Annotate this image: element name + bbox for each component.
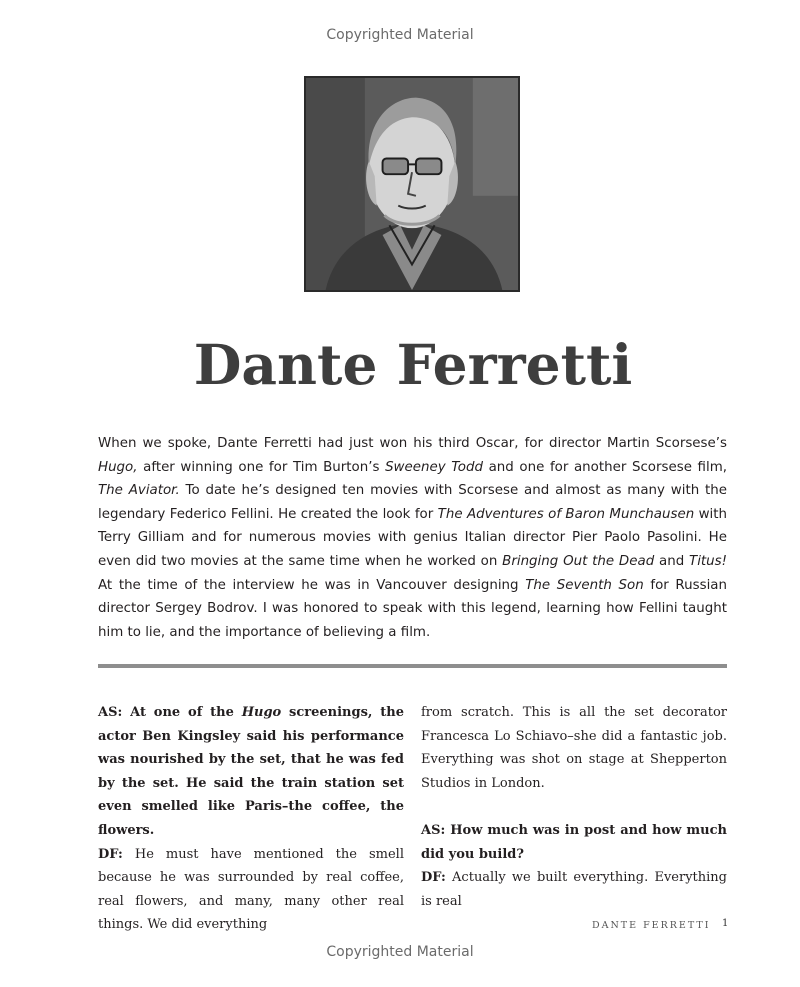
film-title: The Seventh Son — [525, 577, 644, 593]
copyright-watermark-top: Copyrighted Material — [326, 27, 474, 43]
interview-answer — [98, 843, 404, 937]
intro-text: and — [654, 553, 690, 569]
film-title: Titus! — [689, 553, 727, 569]
film-title: Hugo — [241, 705, 282, 720]
intro-text: for Russian director Sergey Bodrov. I was honored to speak with this legend, learning how Fellini taught him to lie, and the importance of believing a film. — [98, 577, 727, 640]
intro-text: after winning one for Tim Burton’s — [137, 459, 386, 475]
film-title: Sweeney Todd — [385, 459, 483, 475]
interview-answer — [421, 866, 727, 913]
answer-text: He must have mentioned the smell because he was surrounded by real coffee, real flowers, and many, many other real things. We did everything — [98, 846, 404, 933]
intro-text: and one for another Scorsese film, — [482, 459, 728, 475]
intro-paragraph — [98, 432, 727, 644]
speaker-label: DF: — [98, 846, 123, 862]
portrait-illustration — [304, 76, 520, 292]
film-title: Bringing Out the Dead — [502, 553, 655, 569]
intro-text: When we spoke, Dante Ferretti had just won his third Oscar, for director Martin Scorsese’s — [98, 436, 727, 451]
section-divider — [98, 664, 727, 668]
interview-question: AS: How much was in post and how much did you build? — [421, 822, 727, 862]
interview-question — [98, 701, 404, 843]
interview-column-right — [421, 701, 727, 913]
portrait-graphic — [306, 78, 518, 290]
interview-column-left — [98, 701, 404, 937]
film-title: The Aviator. — [98, 483, 180, 499]
running-head: DANTE FERRETTI — [592, 920, 711, 931]
interview-answer-continued: from scratch. This is all the set decorator Francesca Lo Schiavo–she did a fantastic job. Everything was shot on stage at Shepperton Studios in London. — [421, 705, 727, 791]
question-text: screenings, the actor Ben Kingsley said his performance was nourished by the set, that he was fed by the set. He said the train station set even smelled like Paris–the coffee, the flowers. — [98, 705, 405, 838]
intro-text: To date he’s designed ten movies with Scorsese and almost as many with the legendary Federico Fellini. He created the look for — [98, 483, 727, 522]
page-title: Dante Ferretti — [193, 332, 633, 397]
film-title: The Adventures of Baron Munchausen — [437, 506, 695, 522]
speaker-label: DF: — [421, 870, 446, 886]
copyright-watermark-bottom: Copyrighted Material — [326, 944, 474, 960]
page-number: 1 — [722, 918, 729, 929]
film-title: Hugo, — [98, 459, 138, 475]
answer-text: Actually we built everything. Everything is real — [421, 870, 727, 909]
intro-text: At the time of the interview he was in Vancouver designing — [98, 577, 526, 593]
intro-text: with Terry Gilliam and for numerous movies with genius Italian director Pier Paolo Pasolini. He even did two movies at the same time when he worked on — [98, 506, 727, 569]
question-text: AS: At one of the — [98, 705, 242, 720]
